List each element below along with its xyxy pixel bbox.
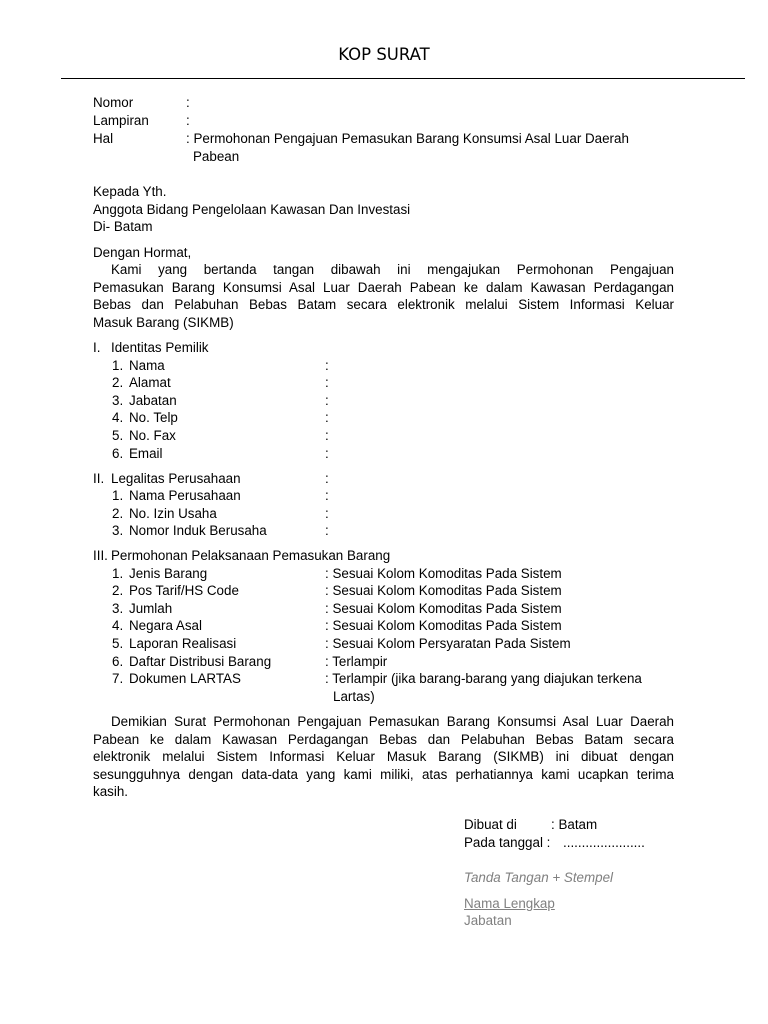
- intro-paragraph: [93, 261, 674, 331]
- item-number: 3.: [112, 393, 124, 408]
- field-label: Jenis Barang: [129, 566, 208, 581]
- closing-line: sesungguhnya dengan data-data yang kami miliki, atas perhatiannya kami ucapkan terima: [93, 766, 674, 782]
- item-number: 2.: [112, 375, 124, 390]
- field-label: No. Telp: [129, 410, 178, 425]
- field-value: :: [325, 523, 329, 538]
- closing-paragraph: [93, 713, 674, 801]
- nomor-label: Nomor: [93, 95, 134, 110]
- item-number: 3.: [112, 523, 124, 538]
- field-value: :: [325, 428, 329, 443]
- item-number: 3.: [112, 601, 124, 616]
- intro-line: Pemasukan Barang Konsumsi Asal Luar Daerah Pabean ke dalam Kawasan Perdagangan: [93, 279, 674, 295]
- field-label: Alamat: [129, 375, 171, 390]
- dibuat-label: Dibuat di: [464, 817, 517, 832]
- intro-line: Bebas dan Pelabuhan Bebas Batam secara elektronik melalui Sistem Informasi Keluar: [93, 297, 674, 312]
- section-title: Legalitas Perusahaan: [111, 471, 241, 486]
- field-label: Jumlah: [129, 601, 173, 616]
- item-number: 6.: [112, 446, 124, 461]
- field-value: :: [325, 506, 329, 521]
- item-number: 4.: [112, 618, 124, 633]
- section-title: Identitas Pemilik: [111, 340, 209, 355]
- field-value: :: [325, 393, 329, 408]
- field-value: :: [325, 410, 329, 425]
- field-label: Nama Perusahaan: [129, 488, 241, 503]
- field-label: Dokumen LARTAS: [129, 671, 241, 686]
- signer-name: Nama Lengkap: [464, 896, 555, 911]
- field-label: Nomor Induk Berusaha: [129, 523, 267, 538]
- field-value-continued: Lartas): [333, 689, 375, 704]
- signer-position: Jabatan: [464, 913, 512, 928]
- field-value: :: [325, 446, 329, 461]
- field-label: Laporan Realisasi: [129, 636, 237, 651]
- item-number: 1.: [112, 566, 124, 581]
- intro-line: Masuk Barang (SIKMB): [93, 314, 234, 330]
- field-label: Email: [129, 446, 163, 461]
- dibuat-value: : Batam: [551, 817, 598, 832]
- tanggal-value: ......................: [563, 835, 645, 850]
- field-label: No. Izin Usaha: [129, 506, 217, 521]
- hal-value: : Permohonan Pengajuan Pemasukan Barang Konsumsi Asal Luar Daerah: [186, 131, 629, 146]
- nomor-value: :: [186, 95, 190, 110]
- intro-line: Kami yang bertanda tangan dibawah ini mengajukan Permohonan Pengajuan: [111, 262, 674, 277]
- letterhead-title: KOP SURAT: [338, 45, 430, 64]
- field-value: : Sesuai Kolom Komoditas Pada Sistem: [325, 601, 562, 616]
- item-number: 5.: [112, 636, 124, 651]
- field-value: : Terlampir: [325, 654, 388, 669]
- closing-line: Pabean ke dalam Kawasan Perdagangan Bebas dan Pelabuhan Bebas Batam secara: [93, 731, 674, 747]
- item-number: 5.: [112, 428, 124, 443]
- signature-stamp-placeholder: Tanda Tangan + Stempel: [464, 870, 614, 885]
- item-number: 6.: [112, 654, 124, 669]
- recipient-line: Kepada Yth.: [93, 184, 167, 199]
- item-number: 1.: [112, 488, 124, 503]
- hal-value-continued: Pabean: [193, 149, 240, 164]
- item-number: 2.: [112, 506, 124, 521]
- section-number: III.: [93, 548, 108, 563]
- closing-line: Demikian Surat Permohonan Pengajuan Pemasukan Barang Konsumsi Asal Luar Daerah: [111, 714, 674, 729]
- field-value: :: [325, 488, 329, 503]
- closing-line: kasih.: [93, 784, 128, 799]
- item-number: 4.: [112, 410, 124, 425]
- letterhead-divider: [61, 78, 745, 79]
- field-value: :: [325, 358, 329, 373]
- field-label: Jabatan: [129, 393, 177, 408]
- field-value: : Sesuai Kolom Komoditas Pada Sistem: [325, 583, 562, 598]
- item-number: 1.: [112, 358, 124, 373]
- field-value: : Sesuai Kolom Persyaratan Pada Sistem: [325, 636, 571, 651]
- field-label: Negara Asal: [129, 618, 202, 633]
- hal-label: Hal: [93, 131, 114, 146]
- field-label: Daftar Distribusi Barang: [129, 654, 272, 669]
- field-value: :: [325, 471, 329, 486]
- field-value: : Sesuai Kolom Komoditas Pada Sistem: [325, 618, 562, 633]
- field-value: : Terlampir (jika barang-barang yang diajukan terkena: [325, 671, 642, 686]
- field-value: : Sesuai Kolom Komoditas Pada Sistem: [325, 566, 562, 581]
- field-value: :: [325, 375, 329, 390]
- section-title: Permohonan Pelaksanaan Pemasukan Barang: [111, 548, 391, 563]
- section-number: II.: [93, 471, 105, 486]
- recipient-line: Di- Batam: [93, 219, 153, 234]
- tanggal-label: Pada tanggal :: [464, 835, 551, 850]
- item-number: 2.: [112, 583, 124, 598]
- lampiran-label: Lampiran: [93, 113, 149, 128]
- field-label: Nama: [129, 358, 165, 373]
- section-number: I.: [93, 340, 101, 355]
- greeting: Dengan Hormat,: [93, 245, 192, 260]
- field-label: Pos Tarif/HS Code: [129, 583, 239, 598]
- closing-line: elektronik melalui Sistem Informasi Keluar Masuk Barang (SIKMB) ini dibuat dengan: [93, 749, 674, 764]
- field-label: No. Fax: [129, 428, 176, 443]
- item-number: 7.: [112, 671, 124, 686]
- recipient-line: Anggota Bidang Pengelolaan Kawasan Dan Investasi: [93, 202, 411, 217]
- lampiran-value: :: [186, 113, 190, 128]
